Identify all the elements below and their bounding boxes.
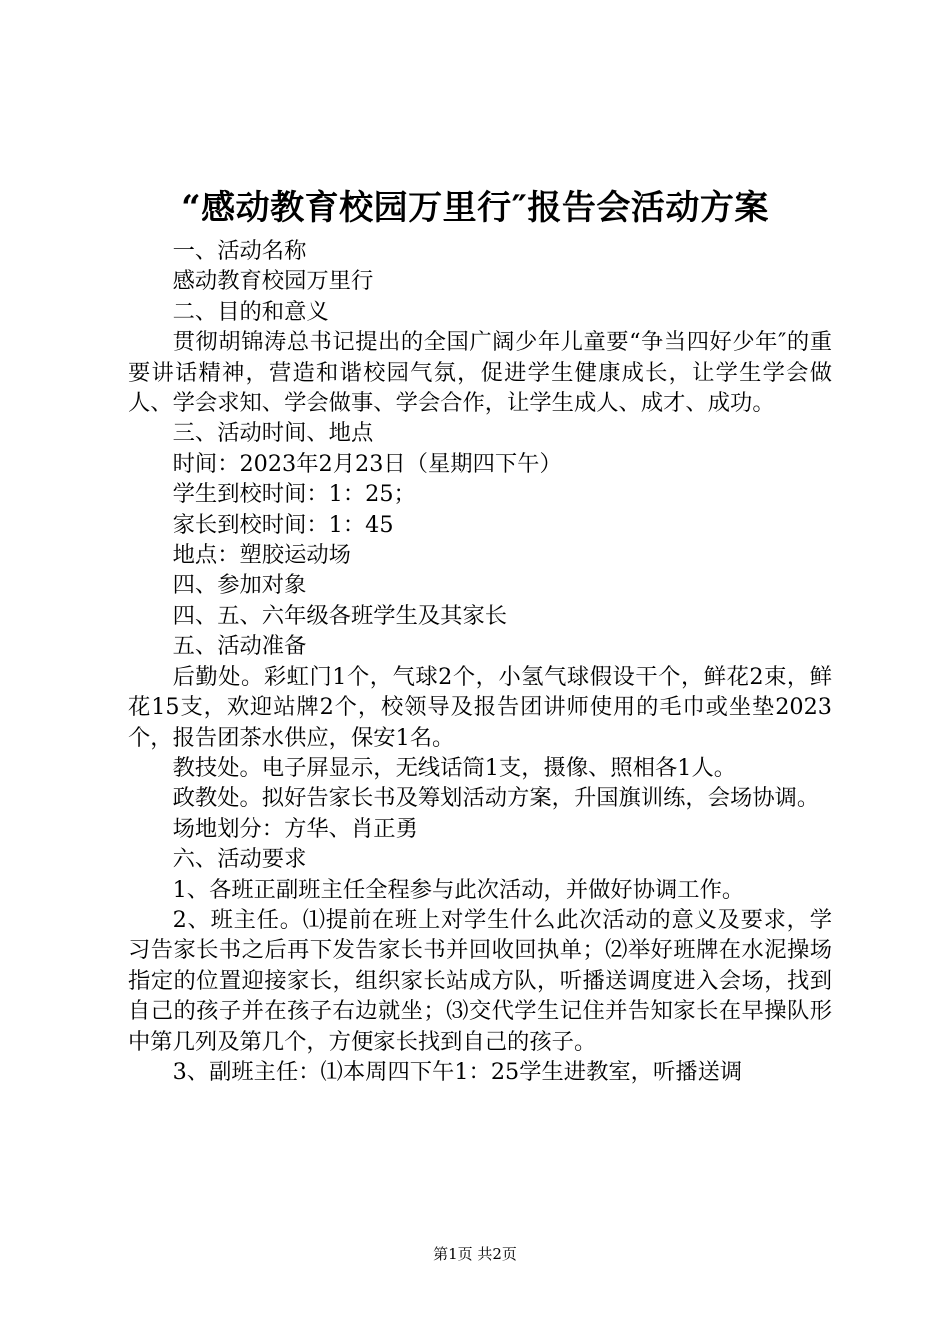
paragraph: 家长到校时间：1：45	[172, 511, 394, 538]
paragraph: 政教处。拟好告家长书及筹划活动方案，升国旗训练，会场协调。	[172, 785, 820, 812]
document-title: “感动教育校园万里行″报告会活动方案	[181, 188, 769, 228]
paragraph: 二、目的和意义	[172, 298, 329, 325]
paragraph: 2、班主任。⑴提前在班上对学生什么此次活动的意义及要求，学习告家长书之后再下发告家长书并回收回执单；⑵举好班牌在水泥操场指定的位置迎接家长，组织家长站成方队，听播送调度进入会场，找到自己的孩子并在孩子右边就坐；⑶交代学生记住并告知家长在早操队形中第几列及第几个，方便家长找到自己的孩子。	[128, 906, 832, 1055]
page-footer: 第1页 共2页	[433, 1245, 517, 1263]
paragraph: 感动教育校园万里行	[172, 268, 374, 295]
paragraph: 教技处。电子屏显示，无线话筒1支，摄像、照相各1人。	[172, 754, 737, 781]
paragraph: 后勤处。彩虹门1个，气球2个，小氢气球假设干个，鲜花2束，鲜花15支，欢迎站牌2个，校领导及报告团讲师使用的毛巾或坐垫2023个，报告团茶水供应，保安1名。	[128, 663, 832, 751]
paragraph: 四、参加对象	[172, 572, 307, 599]
paragraph: 地点：塑胶运动场	[172, 542, 351, 569]
paragraph: 1、各班正副班主任全程参与此次活动，并做好协调工作。	[172, 876, 745, 903]
paragraph: 三、活动时间、地点	[172, 420, 374, 447]
paragraph: 时间：2023年2月23日（星期四下午）	[172, 450, 562, 477]
paragraph: 3、副班主任：⑴本周四下午1：25学生进教室，听播送调	[172, 1058, 743, 1085]
paragraph: 六、活动要求	[172, 846, 307, 873]
paragraph: 场地划分：方华、肖正勇	[172, 815, 418, 842]
paragraph: 四、五、六年级各班学生及其家长	[172, 602, 508, 629]
paragraph: 学生到校时间：1：25；	[172, 481, 416, 508]
paragraph: 贯彻胡锦涛总书记提出的全国广阔少年儿童要“争当四好少年″的重要讲话精神，营造和谐校园气氛，促进学生健康成长，让学生学会做人、学会求知、学会做事、学会合作，让学生成人、成才、成功。	[128, 329, 832, 417]
document-body	[128, 236, 832, 1087]
paragraph: 五、活动准备	[172, 633, 307, 660]
paragraph: 一、活动名称	[172, 238, 307, 264]
